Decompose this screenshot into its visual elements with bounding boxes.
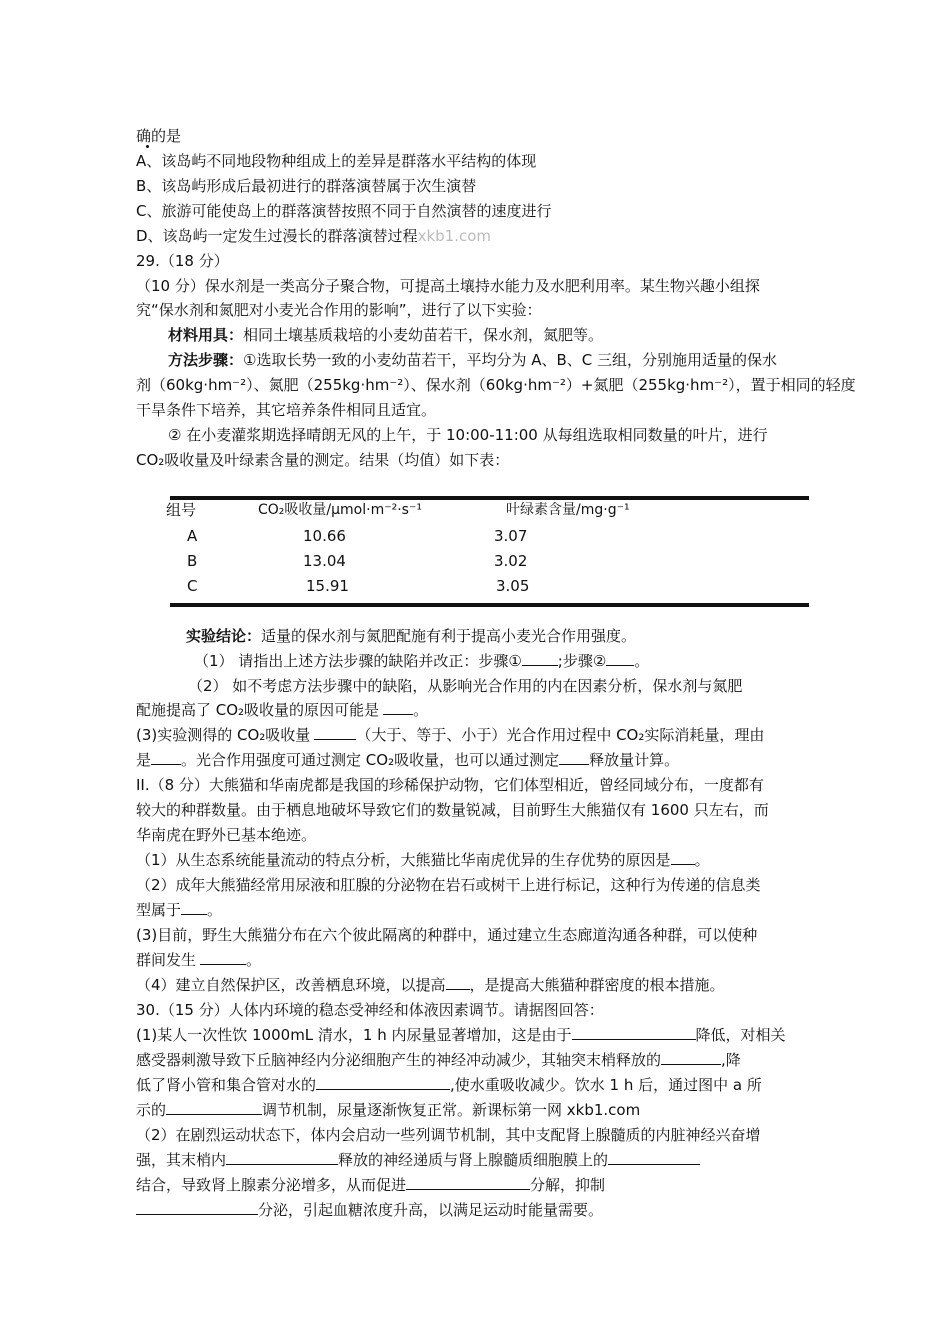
- table-row-a-chlorophyll: 3.07: [494, 527, 528, 545]
- table-row-a-co2: 10.66: [303, 527, 346, 545]
- answer-blank: [522, 651, 558, 666]
- table-row-a-group: A: [187, 527, 198, 545]
- materials-line: [168, 325, 603, 345]
- answer-blank: [181, 900, 207, 915]
- q30-line3: 低了肾小管和集合管对水的 ,使水重吸收减少。饮水 1 h 后，通过图中 a 所: [136, 1076, 762, 1094]
- q29-sub2-line1: （2） 如不考虑方法步骤中的缺陷，从影响光合作用的内在因素分析，保水剂与氮肥: [188, 677, 743, 695]
- part-ii-line1: II.（8 分）大熊猫和华南虎都是我国的珍稀保护动物，它们体型相近，曾经同域分布，一度都有: [136, 776, 764, 794]
- table-row-c-chlorophyll: 3.05: [496, 577, 530, 595]
- part-ii-q2-line2: 型属于 。: [136, 901, 223, 919]
- part-ii-line2: 较大的种群数量。由于栖息地破坏导致它们的数量锐减，目前野生大熊猫仅有 1600 只左右，而: [136, 801, 769, 819]
- method-line1: 方法步骤：①选取长势一致的小麦幼苗若干，平均分为 A、B、C 三组，分别施用适量的保水: [168, 351, 778, 369]
- answer-blank: [200, 950, 246, 965]
- emphasis-dot: [146, 145, 149, 148]
- part-ii-q4: （4）建立自然保护区，改善栖息环境，以提高 ，是提高大熊猫种群密度的根本措施。: [136, 976, 725, 994]
- answer-blank: [671, 850, 695, 865]
- part-ii-q3-line2: 群间发生 。: [136, 951, 262, 969]
- table-row-b-chlorophyll: 3.02: [494, 552, 528, 570]
- q30-line5: （2）在剧烈运动状态下，体内会启动一些列调节机制，其中支配肾上腺髓质的内脏神经兴奋增: [136, 1126, 761, 1144]
- answer-blank: [559, 750, 589, 765]
- table-header-co2: CO₂吸收量/μmol·m⁻²·s⁻¹: [258, 502, 422, 518]
- q29-header: 29.（18 分）: [136, 252, 229, 270]
- method-line3: 干旱条件下培养，其它培养条件相同且适宜。: [136, 401, 437, 419]
- materials-label: 材料用具：: [168, 326, 244, 344]
- table-header-group: 组号: [166, 501, 197, 519]
- method-line2: 剂（60kg·hm⁻²）、氮肥（255kg·hm⁻²）、保水剂（60kg·hm⁻²）+氮肥（255kg·hm⁻²），置于相同的轻度: [136, 376, 856, 394]
- q30-line4: 示的 调节机制，尿量逐渐恢复正常。新课标第一网 xkb1.com: [136, 1101, 641, 1119]
- watermark-text: xkb1.com: [417, 227, 491, 245]
- option-c: C、旅游可能使岛上的群落演替按照不同于自然演替的速度进行: [136, 202, 552, 220]
- q30-line7: 结合，导致肾上腺素分泌增多，从而促进 分解，抑制: [136, 1176, 606, 1194]
- part-ii-q2-line1: （2）成年大熊猫经常用尿液和肛腺的分泌物在岩石或树干上进行标记，这种行为传递的信息类: [136, 876, 761, 894]
- q29-sub3-line2: 是 。光合作用强度可通过测定 CO₂吸收量，也可以通过测定 释放量计算。: [136, 751, 680, 769]
- answer-blank: [406, 1175, 530, 1190]
- option-d: D、该岛屿一定发生过漫长的群落演替过程xkb1.com: [136, 227, 491, 245]
- step2-line2: CO₂吸收量及叶绿素含量的测定。结果（均值）如下表：: [136, 451, 510, 469]
- table-row-b-co2: 13.04: [303, 552, 346, 570]
- table-row-c-group: C: [187, 577, 198, 595]
- materials-text: 相同土壤基质栽培的小麦幼苗若干，保水剂，氮肥等。: [243, 326, 604, 344]
- conclusion-label: 实验结论：: [186, 627, 262, 645]
- option-a: A、该岛屿不同地段物种组成上的差异是群落水平结构的体现: [136, 152, 537, 170]
- step2-line1: ② 在小麦灌浆期选择晴朗无风的上午，于 10:00-11:00 从每组选取相同数量的叶片，进行: [168, 426, 768, 444]
- answer-blank: [151, 750, 181, 765]
- table-row-c-co2: 15.91: [306, 577, 349, 595]
- q29-sub3-line1: (3)实验测得的 CO₂吸收量 （大于、等于、小于）光合作用过程中 CO₂实际消耗量，理由: [136, 726, 765, 744]
- answer-blank: [446, 975, 470, 990]
- table-bottom-rule: [170, 603, 809, 607]
- method-label: 方法步骤：: [168, 351, 244, 369]
- part-ii-q3-line1: (3)目前，野生大熊猫分布在六个彼此隔离的种群中，通过建立生态廊道沟通各种群，可以使种: [136, 926, 758, 944]
- continued-question-stem: 确的是: [136, 127, 182, 145]
- part-ii-line3: 华南虎在野外已基本绝迹。: [136, 826, 317, 844]
- answer-blank: [166, 1100, 262, 1115]
- q29-intro-line2: 究“保水剂和氮肥对小麦光合作用的影响”，进行了以下实验：: [136, 301, 542, 319]
- answer-blank: [661, 1050, 721, 1065]
- answer-blank: [314, 725, 356, 740]
- answer-blank: [608, 1150, 700, 1165]
- answer-blank: [316, 1075, 450, 1090]
- q30-line8: 分泌，引起血糖浓度升高，以满足运动时能量需要。: [136, 1200, 603, 1220]
- answer-blank: [572, 1025, 696, 1040]
- q29-intro-line1: （10 分）保水剂是一类高分子聚合物，可提高土壤持水能力及水肥利用率。某生物兴趣小组探: [136, 277, 760, 295]
- answer-blank: [606, 651, 634, 666]
- q30-line2: 感受器刺激导致下丘脑神经内分泌细胞产生的神经冲动减少，其轴突末梢释放的 ,降: [136, 1051, 741, 1069]
- table-row-b-group: B: [187, 552, 198, 570]
- conclusion-line: 实验结论：适量的保水剂与氮肥配施有利于提高小麦光合作用强度。: [186, 627, 637, 645]
- answer-blank: [226, 1150, 338, 1165]
- q30-line1: (1)某人一次性饮 1000mL 清水，1 h 内尿量显著增加，这是由于 降低，对相关: [136, 1026, 786, 1044]
- q29-sub1: （1） 请指出上述方法步骤的缺陷并改正：步骤① ;步骤② 。: [194, 652, 650, 670]
- part-ii-q1: （1）从生态系统能量流动的特点分析，大熊猫比华南虎优异的生存优势的原因是 。: [136, 851, 710, 869]
- q30-line6: 强，其末梢内 释放的神经递质与肾上腺髓质细胞膜上的: [136, 1150, 700, 1170]
- q29-sub2-line2: 配施提高了 CO₂吸收量的原因可能是 。: [136, 701, 429, 719]
- option-b: B、该岛屿形成后最初进行的群落演替属于次生演替: [136, 177, 477, 195]
- answer-blank: [136, 1200, 258, 1215]
- table-header-chlorophyll: 叶绿素含量/mg·g⁻¹: [506, 502, 630, 518]
- answer-blank: [383, 700, 413, 715]
- q30-header: 30.（15 分）人体内环境的稳态受神经和体液因素调节。请据图回答：: [136, 1001, 604, 1019]
